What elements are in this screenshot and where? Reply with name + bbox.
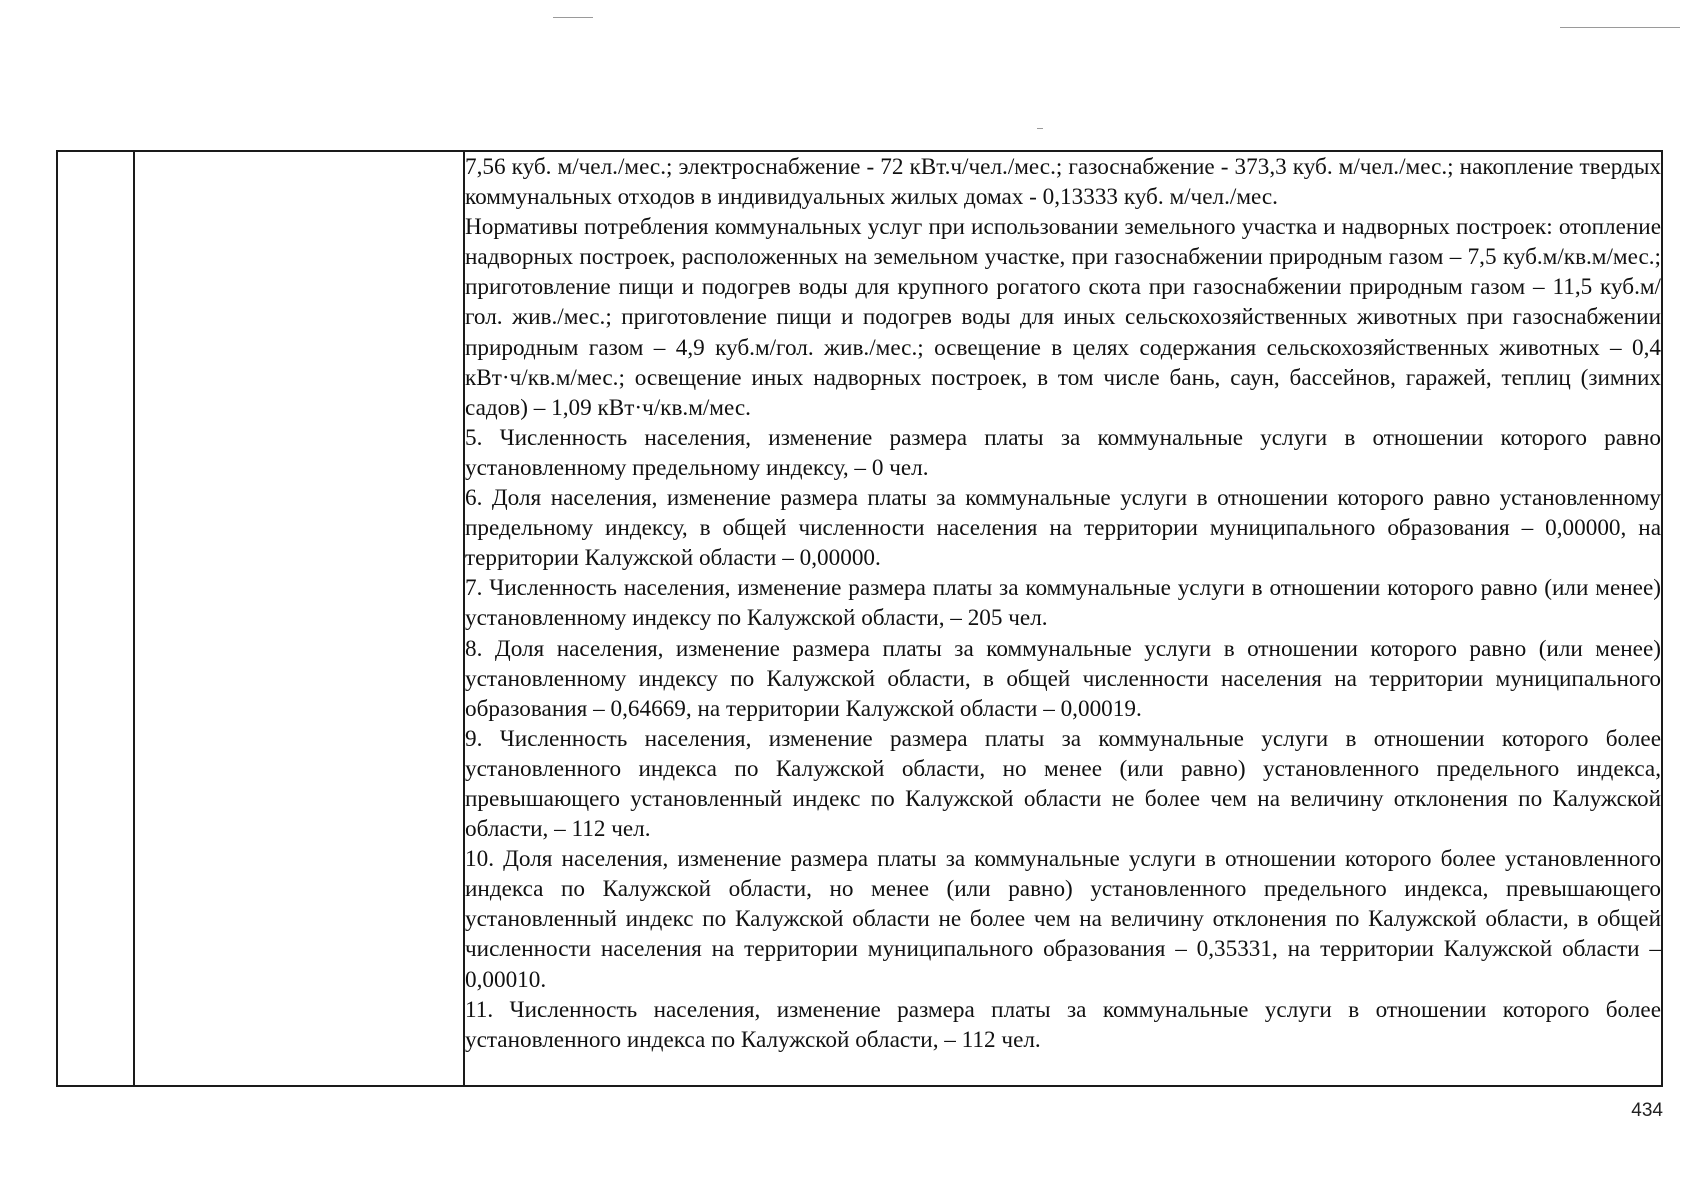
paragraph-land-plot-norms: Нормативы потребления коммунальных услуг при использовании земельного участка и надворных построек: отопление надворных построек, расположенных на земельном участке, при газоснабжении природным газом – 7,5 куб.м/кв.м/мес.; приготовление пищи и подогрев воды для крупного рогатого скота при газоснабжении природным газом – 11,5 куб.м/гол. жив./мес.; приготовление пищи и подогрев воды для иных сельскохозяйственных животных при газоснабжении природным газом – 4,9 куб.м/гол. жив./мес.; освещение в целях содержания сельскохозяйственных животных – 0,4 кВт·ч/кв.м/мес.; освещение иных надворных построек, в том числе бань, саун, бассейнов, гаражей, теплиц (зимних садов) – 1,09 кВт·ч/кв.м/мес. [465, 214, 1661, 421]
paragraph-item-5: 5. Численность населения, изменение размера платы за коммунальные услуги в отношении которого равно установленному предельному индексу, – 0 чел. [465, 424, 1661, 481]
paragraph-item-10: 10. Доля населения, изменение размера платы за коммунальные услуги в отношении которого более установленного индекса по Калужской области, но менее (или равно) установленного предельного индекса, превышающего установленный индекс по Калужской области не более чем на величину отклонения по Калужской области, в общей численности населения на территории муниципального образования – 0,35331, на территории Калужской области – 0,00010. [465, 846, 1661, 993]
scan-artifact-top-mid [1037, 128, 1043, 129]
paragraph-item-8: 8. Доля населения, изменение размера платы за коммунальные услуги в отношении которого равно (или менее) установленному индексу по Калужской области, в общей численности населения на территории муниципального образования – 0,64669, на территории Калужской области – 0,00019. [465, 635, 1661, 722]
number-column-cell [57, 151, 134, 1086]
paragraph-item-6: 6. Доля населения, изменение размера платы за коммунальные услуги в отношении которого равно установленному предельному индексу, в общей численности населения на территории муниципального образования – 0,00000, на территории Калужской области – 0,00000. [465, 485, 1661, 572]
document-table [56, 150, 1663, 1087]
scan-artifact-top-left [553, 17, 593, 18]
table-row [57, 151, 1662, 1086]
scan-artifact-top-right [1560, 27, 1680, 28]
paragraph-utility-norms-continued: 7,56 куб. м/чел./мес.; электроснабжение - 72 кВт.ч/чел./мес.; газоснабжение - 373,3 куб. м/чел./мес.; накопление твердых коммунальных отходов в индивидуальных жилых домах - 0,13333 куб. м/чел./мес. [465, 154, 1661, 211]
name-column-cell [134, 151, 464, 1086]
paragraph-item-9: 9. Численность населения, изменение размера платы за коммунальные услуги в отношении которого более установленного индекса по Калужской области, но менее (или равно) установленного предельного индекса, превышающего установленный индекс по Калужской области не более чем на величину отклонения по Калужской области, – 112 чел. [465, 725, 1661, 843]
description-column-cell [464, 151, 1662, 1086]
page-number: 434 [1631, 1100, 1663, 1121]
paragraph-item-7: 7. Численность населения, изменение размера платы за коммунальные услуги в отношении которого равно (или менее) установленному индексу по Калужской области, – 205 чел. [465, 575, 1661, 632]
paragraph-item-11: 11. Численность населения, изменение размера платы за коммунальные услуги в отношении которого более установленного индекса по Калужской области, – 112 чел. [465, 996, 1661, 1053]
